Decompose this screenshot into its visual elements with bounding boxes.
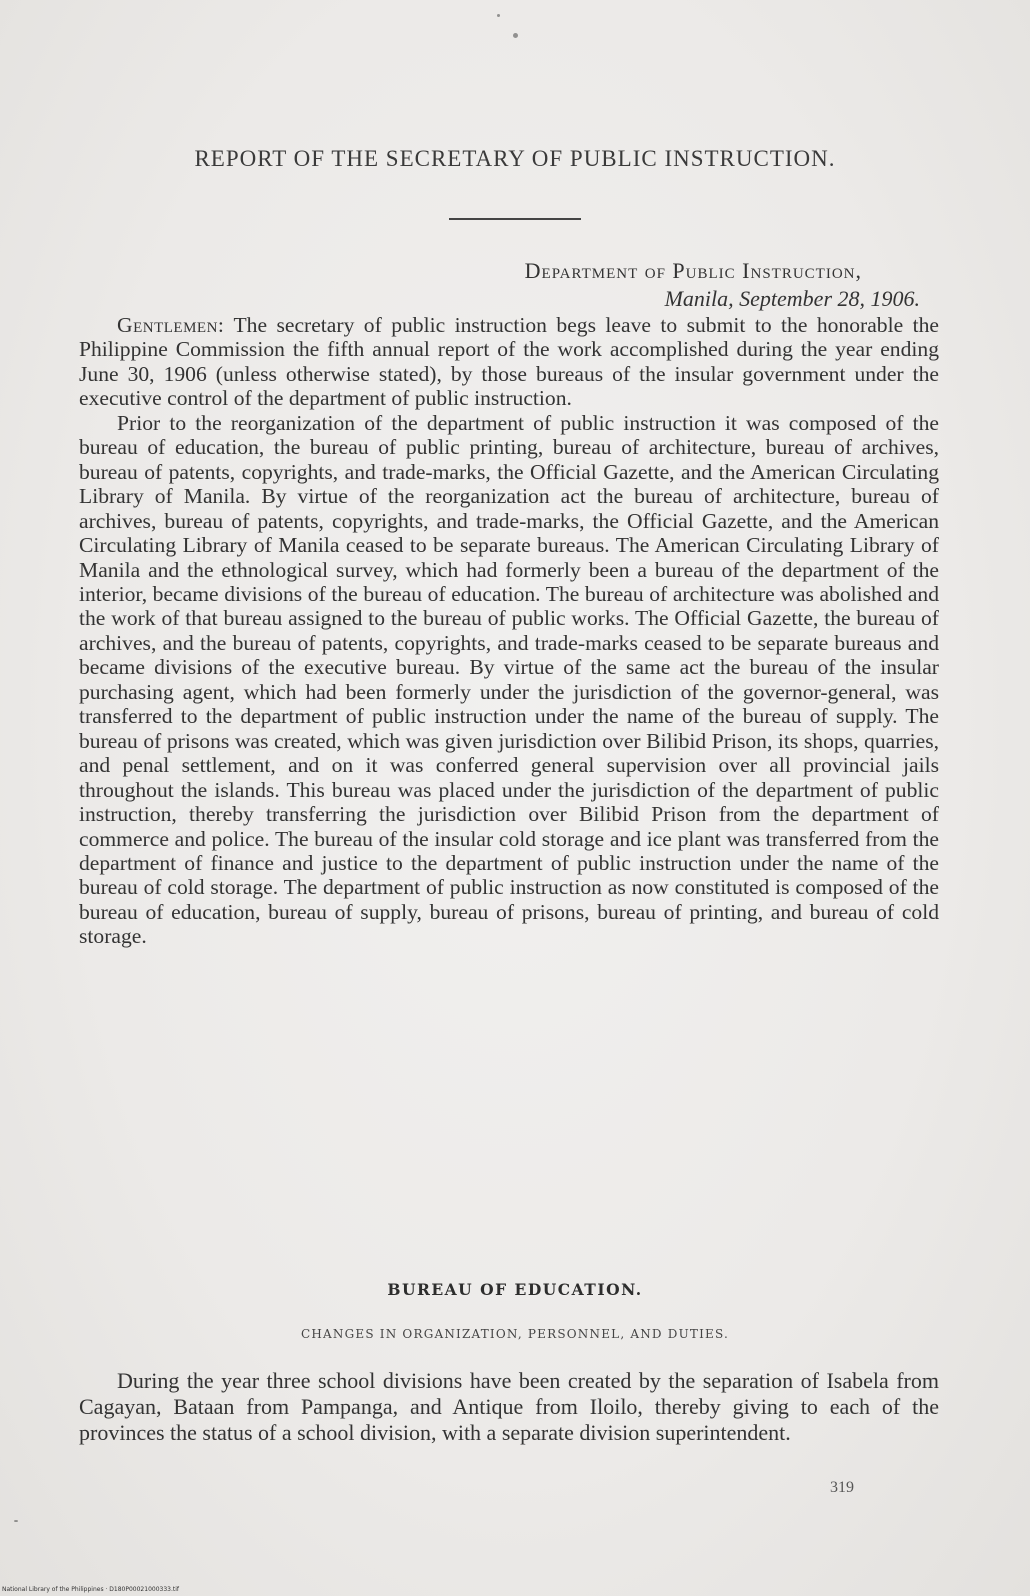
report-title: REPORT OF THE SECRETARY OF PUBLIC INSTRUCTION. — [194, 146, 836, 171]
footer-credit: National Library of the Philippines · D180P00021000333.tif — [2, 1586, 180, 1593]
opening-paragraph-text: The secretary of public instruction begs leave to submit to the honorable the Philippine Commission the fifth annual report of the work accomplished during the year ending June 30, 1906 (unless otherwise stated), by those bureaus of the insular government under the executive control of the department of public instruction. — [79, 313, 939, 411]
salutation: Gentlemen: — [117, 313, 225, 337]
scan-speck — [497, 14, 500, 17]
section-heading: BUREAU OF EDUCATION. — [387, 1280, 643, 1299]
closing-text — [79, 1368, 939, 1446]
date-line: Manila, September 28, 1906. — [664, 286, 920, 311]
sub-heading: CHANGES IN ORGANIZATION, PERSONNEL, AND DUTIES. — [300, 1327, 730, 1341]
page-number: 319 — [830, 1479, 854, 1496]
scan-speck — [14, 1520, 18, 1522]
title-rule — [449, 218, 581, 220]
scan-speck — [513, 33, 518, 38]
department-line: Department of Public Instruction, — [524, 258, 862, 283]
reorganization-paragraph: Prior to the reorganization of the department of public instruction it was composed of the bureau of education, the bureau of public printing, bureau of architecture, bureau of archives, bureau of patents, copyrights, and trade-marks, the Official Gazette, and the American Circulating Library of Manila. By virtue of the reorganization act the bureau of architecture, bureau of archives, bureau of patents, copyrights, and trade-marks, the Official Gazette, and the American Circulating Library of Manila ceased to be separate bureaus. The American Circulating Library of Manila and the ethnological survey, which had formerly been a bureau of the department of the interior, became divisions of the bureau of education. The bureau of architecture was abolished and the work of that bureau assigned to the bureau of public works. The Official Gazette, the bureau of archives, and the bureau of patents, copyrights, and trade-marks ceased to be separate bureaus and became divisions of the executive bureau. By virtue of the same act the bureau of the insular purchasing agent, which had been formerly under the jurisdiction of the governor-general, was transferred to the department of public instruction under the name of the bureau of supply. The bureau of prisons was created, which was given jurisdiction over Bilibid Prison, its shops, quarries, and penal settlement, and on it was conferred general supervision over all provincial jails throughout the islands. This bureau was placed under the jurisdiction of the department of public instruction, thereby transferring the jurisdiction over Bilibid Prison from the department of commerce and police. The bureau of the insular cold storage and ice plant was transferred from the department of finance and justice to the department of public instruction under the name of the bureau of cold storage. The department of public instruction as now constituted is composed of the bureau of education, bureau of supply, bureau of prisons, bureau of printing, and bureau of cold storage. — [79, 410, 939, 949]
school-divisions-paragraph: During the year three school divisions have been created by the separation of Isabela from Cagayan, Bataan from Pampanga, and Antique from Iloilo, thereby giving to each of the provinces the status of a school division, with a separate division superintendent. — [79, 1368, 939, 1445]
opening-paragraph — [79, 313, 939, 411]
body-text — [79, 313, 939, 949]
